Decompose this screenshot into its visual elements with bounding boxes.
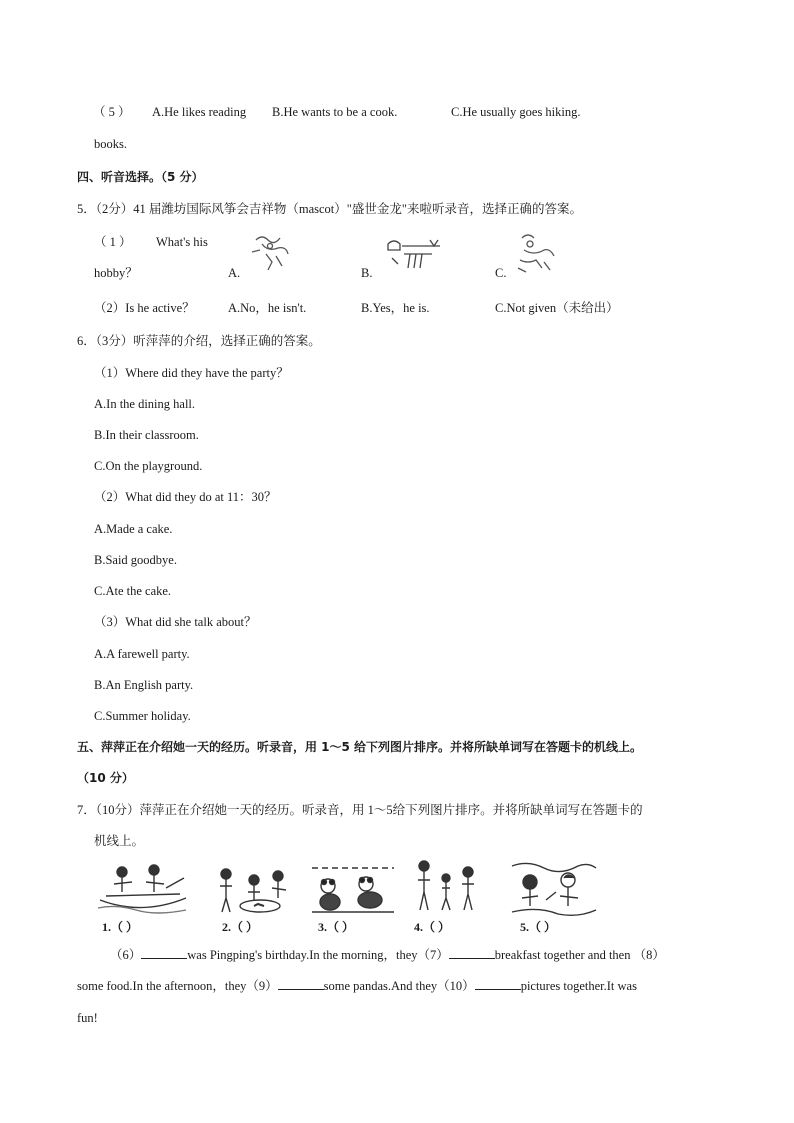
q6-item1-option-a: A.In the dining hall. [94, 397, 196, 411]
q6-item2-option-c: C.Ate the cake. [94, 584, 172, 598]
q4-item5-number: （ 5 ） [93, 105, 131, 119]
passage-text-3: some pandas.And they（10） [323, 979, 475, 993]
q7-passage-line2 [77, 978, 637, 994]
q5-item1-number: （ 1 ） [94, 235, 132, 249]
passage-line2-start: some food.In the afternoon，they（9） [77, 979, 278, 993]
q5-stem: 5．（2分）41 届潍坊国际风筝会吉祥物（mascot）"盛世金龙"来啦听录音，选择正确的答案。 [77, 202, 582, 216]
picture-label-2: 2.（ ） [222, 920, 259, 934]
q7-passage-line1 [110, 947, 665, 963]
q4-item5-option-a-cont: books. [94, 137, 127, 151]
picture-label-4: 4.（ ） [414, 920, 451, 934]
passage-text-2: breakfast together and then （8） [494, 948, 665, 962]
blank-6[interactable] [141, 947, 187, 959]
section5-score: （10 分） [77, 771, 134, 785]
breakfast-picture [508, 858, 598, 920]
picture-label-5: 5.（ ） [520, 920, 557, 934]
q6-item3-question: （3）What did she talk about？ [94, 615, 257, 629]
blank-7[interactable] [449, 947, 495, 959]
q6-item3-option-c: C.Summer holiday. [94, 709, 191, 723]
q6-item2-option-a: A.Made a cake. [94, 522, 173, 536]
section4-heading: 四、听音选择。（5 分） [77, 170, 204, 184]
passage-text-1: was Pingping's birthday.In the morning，they（7） [187, 948, 449, 962]
q6-item1-option-c: C.On the playground. [94, 459, 203, 473]
passage-text-4: pictures together.It was [520, 979, 637, 993]
q5-item2-question: （2）Is he active？ [94, 301, 195, 315]
q6-item1-question: （1）Where did they have the party？ [94, 366, 289, 380]
section5-heading: 五、萍萍正在介绍她一天的经历。听录音，用 1～5 给下列图片排序。并将所缺单词写在答题卡的机线上。 [77, 740, 643, 754]
q4-item5-option-a: A.He likes reading [152, 105, 247, 119]
q6-item1-option-b: B.In their classroom. [94, 428, 199, 442]
q6-stem: 6．（3分）听萍萍的介绍，选择正确的答案。 [77, 334, 321, 348]
q6-item3-option-b: B.An English party. [94, 678, 194, 692]
q5-item2-option-b: B.Yes，he is. [361, 301, 430, 315]
q5-item2-option-c: C.Not given（未给出） [495, 301, 619, 315]
q5-item1-question-part1: What's his [156, 235, 208, 249]
picture-label-3: 3.（ ） [318, 920, 355, 934]
q7-stem-line2: 机线上。 [94, 834, 145, 848]
boating-picture [96, 860, 190, 920]
eating-picture [214, 866, 294, 918]
q4-item5-option-c: C.He usually goes hiking. [451, 105, 581, 119]
blank-9[interactable] [278, 978, 324, 990]
q5-item2-option-a: A.No，he isn't. [228, 301, 307, 315]
photo-picture [412, 858, 486, 918]
dragon-mascot-picture-c [514, 232, 558, 276]
q5-option-c-label: C. [495, 266, 507, 280]
dragon-mascot-picture-b [384, 236, 446, 272]
q7-passage-line3: fun! [77, 1011, 98, 1025]
q6-item3-option-a: A.A farewell party. [94, 647, 190, 661]
picture-label-1: 1.（ ） [102, 920, 139, 934]
blank-6-number: （6） [110, 948, 142, 962]
q5-item1-question-part2: hobby？ [94, 266, 138, 280]
q6-item2-question: （2）What did they do at 11：30？ [94, 490, 277, 504]
blank-10[interactable] [475, 978, 521, 990]
q4-item5-option-b: B.He wants to be a cook. [272, 105, 398, 119]
pandas-picture [310, 862, 396, 918]
q5-option-a-label: A. [228, 266, 241, 280]
q6-item2-option-b: B.Said goodbye. [94, 553, 177, 567]
q7-stem-line1: 7．（10分）萍萍正在介绍她一天的经历。听录音，用 1～5给下列图片排序。并将所缺单词写在答题卡的 [77, 803, 643, 817]
q5-option-b-label: B. [361, 266, 373, 280]
dragon-mascot-picture-a [248, 232, 296, 274]
